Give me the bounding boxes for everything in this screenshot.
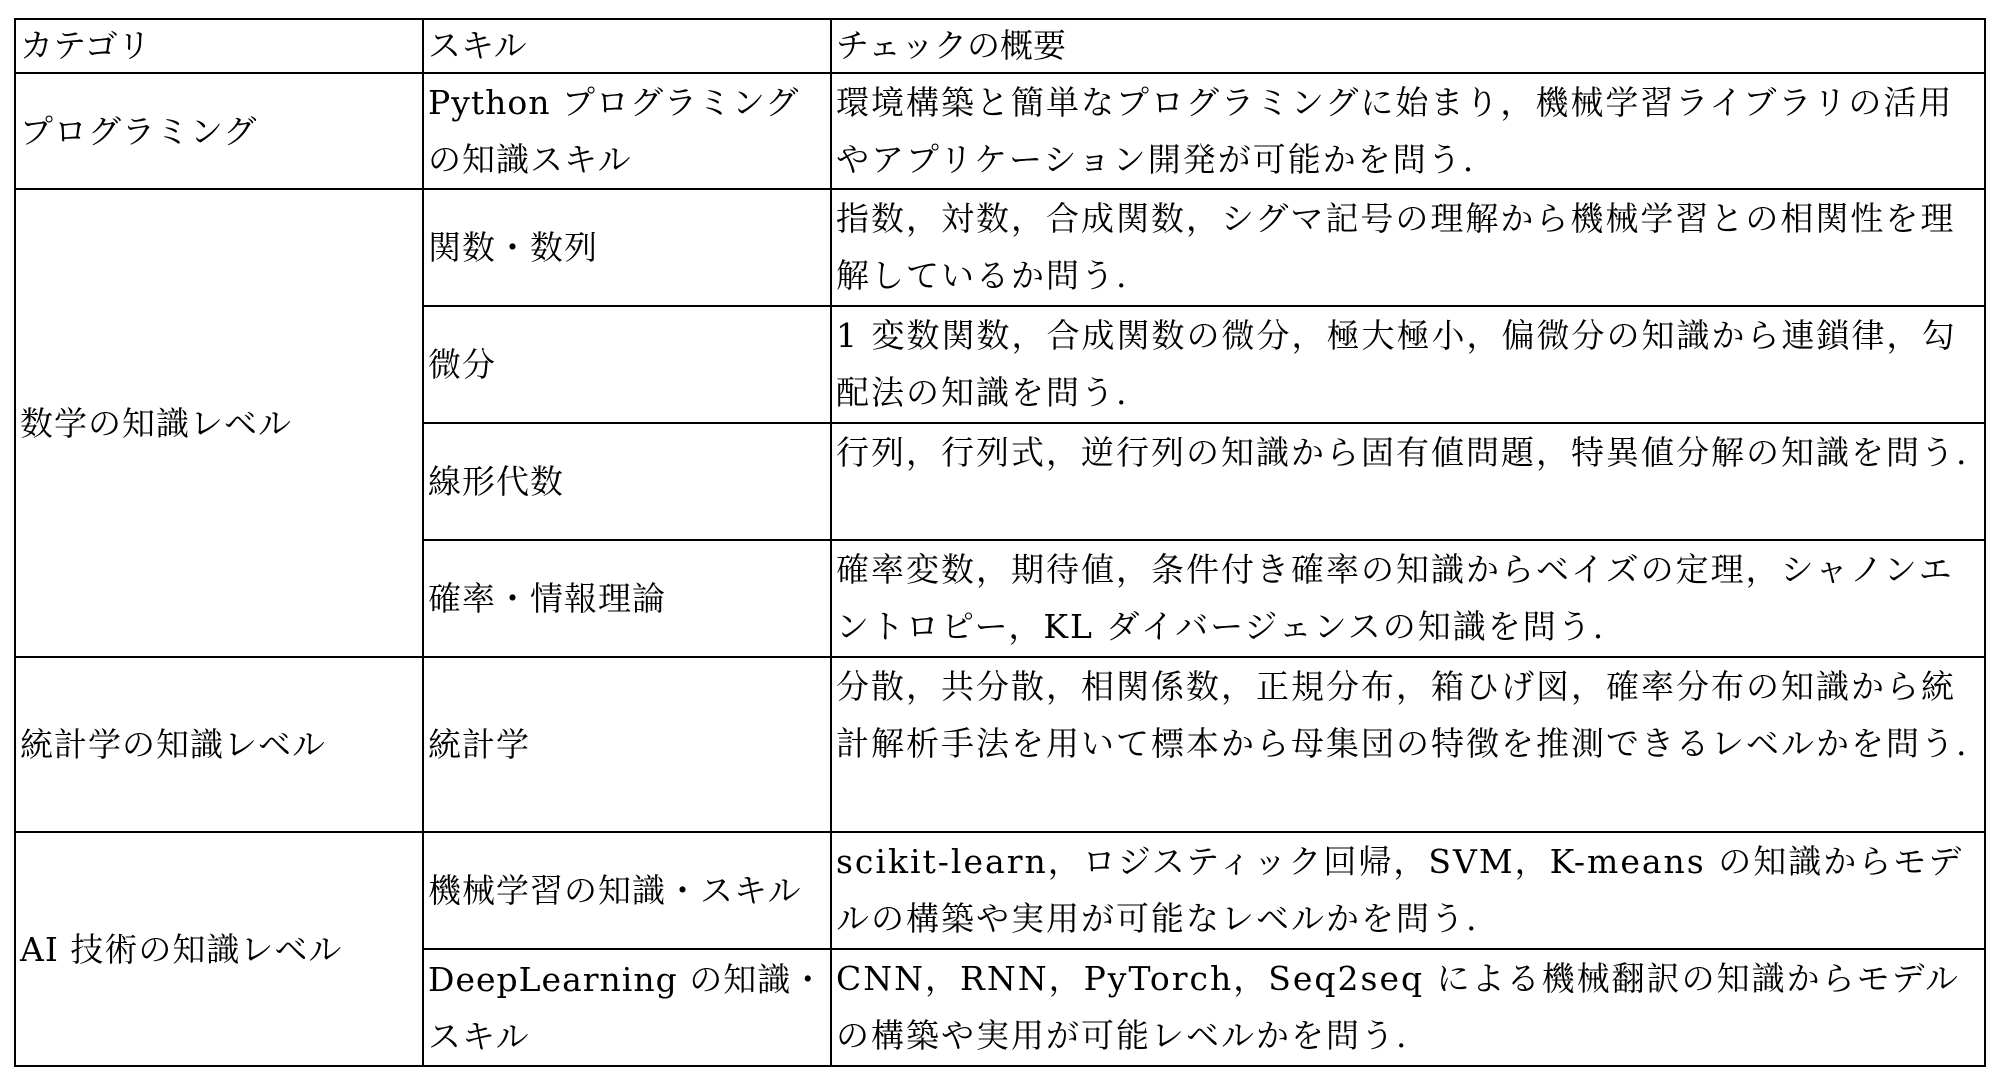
skill-cell: 機械学習の知識・スキル bbox=[423, 832, 831, 949]
overview-cell: 指数，対数，合成関数，シグマ記号の理解から機械学習との相関性を理解しているか問う. bbox=[831, 189, 1985, 306]
skills-table bbox=[14, 18, 1986, 1067]
category-cell: AI 技術の知識レベル bbox=[15, 832, 423, 1066]
overview-cell: scikit-learn，ロジスティック回帰，SVM，K-means の知識からモデルの構築や実用が可能なレベルかを問う. bbox=[831, 832, 1985, 949]
overview-cell: 確率変数，期待値，条件付き確率の知識からベイズの定理，シャノンエントロピー，KL ダイバージェンスの知識を問う. bbox=[831, 540, 1985, 657]
category-cell: プログラミング bbox=[15, 73, 423, 189]
overview-cell: 1 変数関数，合成関数の微分，極大極小，偏微分の知識から連鎖律，勾配法の知識を問う. bbox=[831, 306, 1985, 423]
category-cell: 数学の知識レベル bbox=[15, 189, 423, 657]
table-row bbox=[15, 73, 1985, 189]
overview-cell: 環境構築と簡単なプログラミングに始まり，機械学習ライブラリの活用やアプリケーション開発が可能かを問う. bbox=[831, 73, 1985, 189]
skill-cell: 関数・数列 bbox=[423, 189, 831, 306]
overview-cell: 行列，行列式，逆行列の知識から固有値問題，特異値分解の知識を問う. bbox=[831, 423, 1985, 540]
overview-cell: CNN，RNN，PyTorch，Seq2seq による機械翻訳の知識からモデルの構築や実用が可能レベルかを問う. bbox=[831, 949, 1985, 1066]
skill-cell: 微分 bbox=[423, 306, 831, 423]
table-row bbox=[15, 189, 1985, 306]
table-row bbox=[15, 657, 1985, 832]
skill-cell: 統計学 bbox=[423, 657, 831, 832]
overview-cell: 分散，共分散，相関係数，正規分布，箱ひげ図，確率分布の知識から統計解析手法を用いて標本から母集団の特徴を推測できるレベルかを問う. bbox=[831, 657, 1985, 832]
header-overview: チェックの概要 bbox=[831, 19, 1985, 73]
skill-cell: 線形代数 bbox=[423, 423, 831, 540]
skill-cell: DeepLearning の知識・スキル bbox=[423, 949, 831, 1066]
header-row bbox=[15, 19, 1985, 73]
skill-cell: 確率・情報理論 bbox=[423, 540, 831, 657]
header-skill: スキル bbox=[423, 19, 831, 73]
header-category: カテゴリ bbox=[15, 19, 423, 73]
table-row bbox=[15, 832, 1985, 949]
skill-cell: Python プログラミングの知識スキル bbox=[423, 73, 831, 189]
category-cell: 統計学の知識レベル bbox=[15, 657, 423, 832]
